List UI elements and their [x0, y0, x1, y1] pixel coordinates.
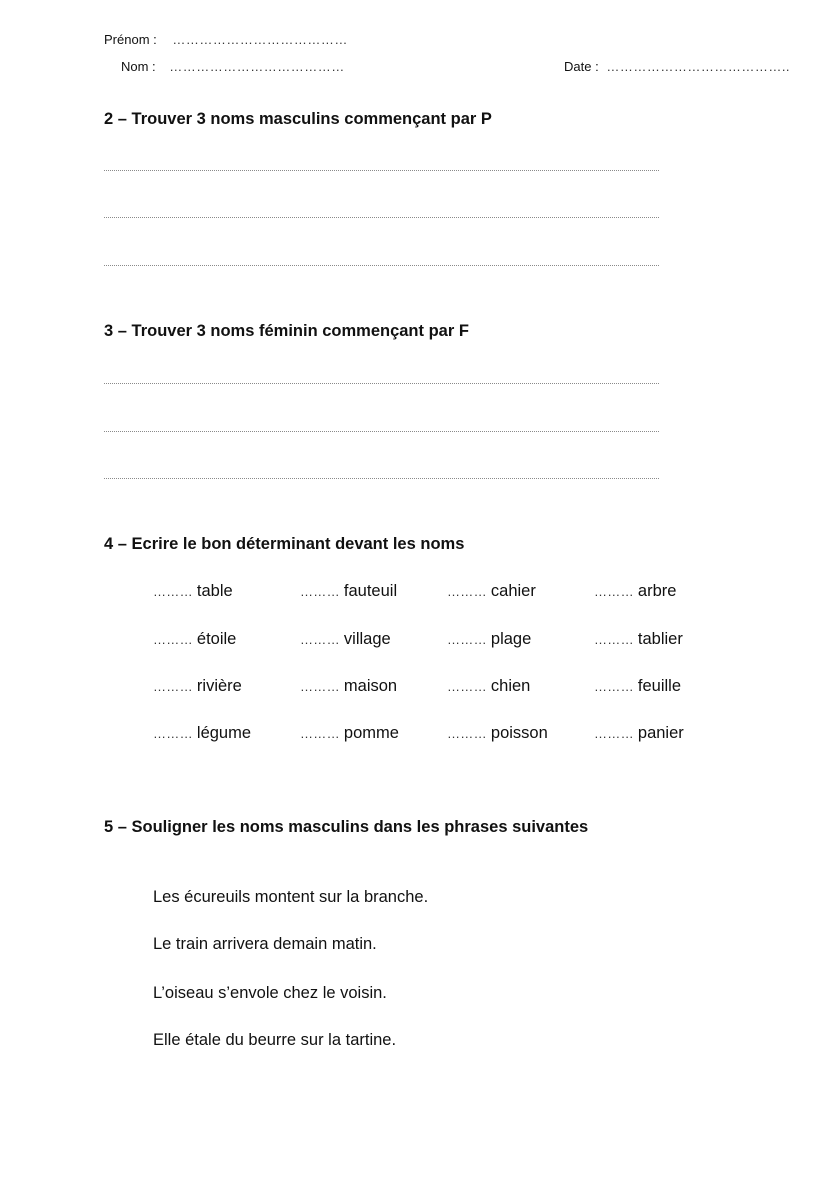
noun: chien: [490, 677, 531, 695]
noun: panier: [637, 724, 684, 742]
nom-field[interactable]: …………………………………: [169, 59, 345, 74]
answer-line[interactable]: [104, 383, 659, 384]
noun: tablier: [637, 630, 683, 648]
determinant-item: [594, 630, 683, 649]
determinant-blank[interactable]: ………: [153, 726, 193, 741]
answer-line[interactable]: [104, 478, 659, 479]
noun: rivière: [196, 677, 242, 695]
determinant-item: [300, 630, 391, 649]
date-field[interactable]: …………………………………..: [606, 59, 791, 74]
determinant-blank[interactable]: ………: [594, 584, 634, 599]
noun: poisson: [490, 724, 548, 742]
determinant-item: [447, 630, 531, 649]
prenom-row: [104, 32, 348, 47]
section-3-title: 3 – Trouver 3 noms féminin commençant par F: [104, 322, 469, 340]
answer-line[interactable]: [104, 431, 659, 432]
noun: feuille: [637, 677, 682, 695]
noun: plage: [490, 630, 532, 648]
sentence[interactable]: Elle étale du beurre sur la tartine.: [153, 1031, 397, 1049]
determinant-item: [447, 724, 548, 743]
determinant-blank[interactable]: ………: [447, 584, 487, 599]
sentence[interactable]: L’oiseau s’envole chez le voisin.: [153, 984, 387, 1002]
nom-row: [121, 59, 345, 74]
determinant-item: [594, 677, 681, 696]
determinant-blank[interactable]: ………: [300, 584, 340, 599]
noun: maison: [343, 677, 398, 695]
noun: table: [196, 582, 233, 600]
noun: étoile: [196, 630, 237, 648]
determinant-item: [300, 724, 399, 743]
nom-label: Nom :: [121, 59, 156, 74]
determinant-item: [594, 724, 684, 743]
answer-line[interactable]: [104, 170, 659, 171]
determinant-blank[interactable]: ………: [594, 632, 634, 647]
section-2-title: 2 – Trouver 3 noms masculins commençant par P: [104, 110, 492, 128]
determinant-item: [594, 582, 676, 601]
determinant-item: [447, 582, 536, 601]
determinant-blank[interactable]: ………: [153, 584, 193, 599]
determinant-blank[interactable]: ………: [447, 679, 487, 694]
section-5-title: 5 – Souligner les noms masculins dans les phrases suivantes: [104, 818, 589, 836]
determinant-blank[interactable]: ………: [300, 632, 340, 647]
determinant-item: [153, 677, 242, 696]
determinant-item: [153, 630, 236, 649]
determinant-item: [153, 582, 233, 601]
sentence[interactable]: Le train arrivera demain matin.: [153, 935, 377, 953]
determinant-blank[interactable]: ………: [300, 726, 340, 741]
noun: fauteuil: [343, 582, 398, 600]
determinant-blank[interactable]: ………: [594, 679, 634, 694]
determinant-item: [300, 582, 397, 601]
determinant-blank[interactable]: ………: [300, 679, 340, 694]
determinant-item: [447, 677, 530, 696]
answer-line[interactable]: [104, 265, 659, 266]
determinant-blank[interactable]: ………: [447, 726, 487, 741]
determinant-blank[interactable]: ………: [447, 632, 487, 647]
answer-line[interactable]: [104, 217, 659, 218]
date-row: [564, 59, 790, 74]
determinant-blank[interactable]: ………: [153, 679, 193, 694]
sentence[interactable]: Les écureuils montent sur la branche.: [153, 888, 429, 906]
noun: village: [343, 630, 391, 648]
prenom-field[interactable]: …………………………………: [172, 32, 348, 47]
section-4-title: 4 – Ecrire le bon déterminant devant les noms: [104, 535, 465, 553]
noun: légume: [196, 724, 252, 742]
noun: arbre: [637, 582, 677, 600]
noun: cahier: [490, 582, 536, 600]
noun: pomme: [343, 724, 399, 742]
prenom-label: Prénom :: [104, 32, 157, 47]
determinant-item: [153, 724, 251, 743]
determinant-blank[interactable]: ………: [594, 726, 634, 741]
determinant-blank[interactable]: ………: [153, 632, 193, 647]
date-label: Date :: [564, 59, 599, 74]
determinant-item: [300, 677, 397, 696]
